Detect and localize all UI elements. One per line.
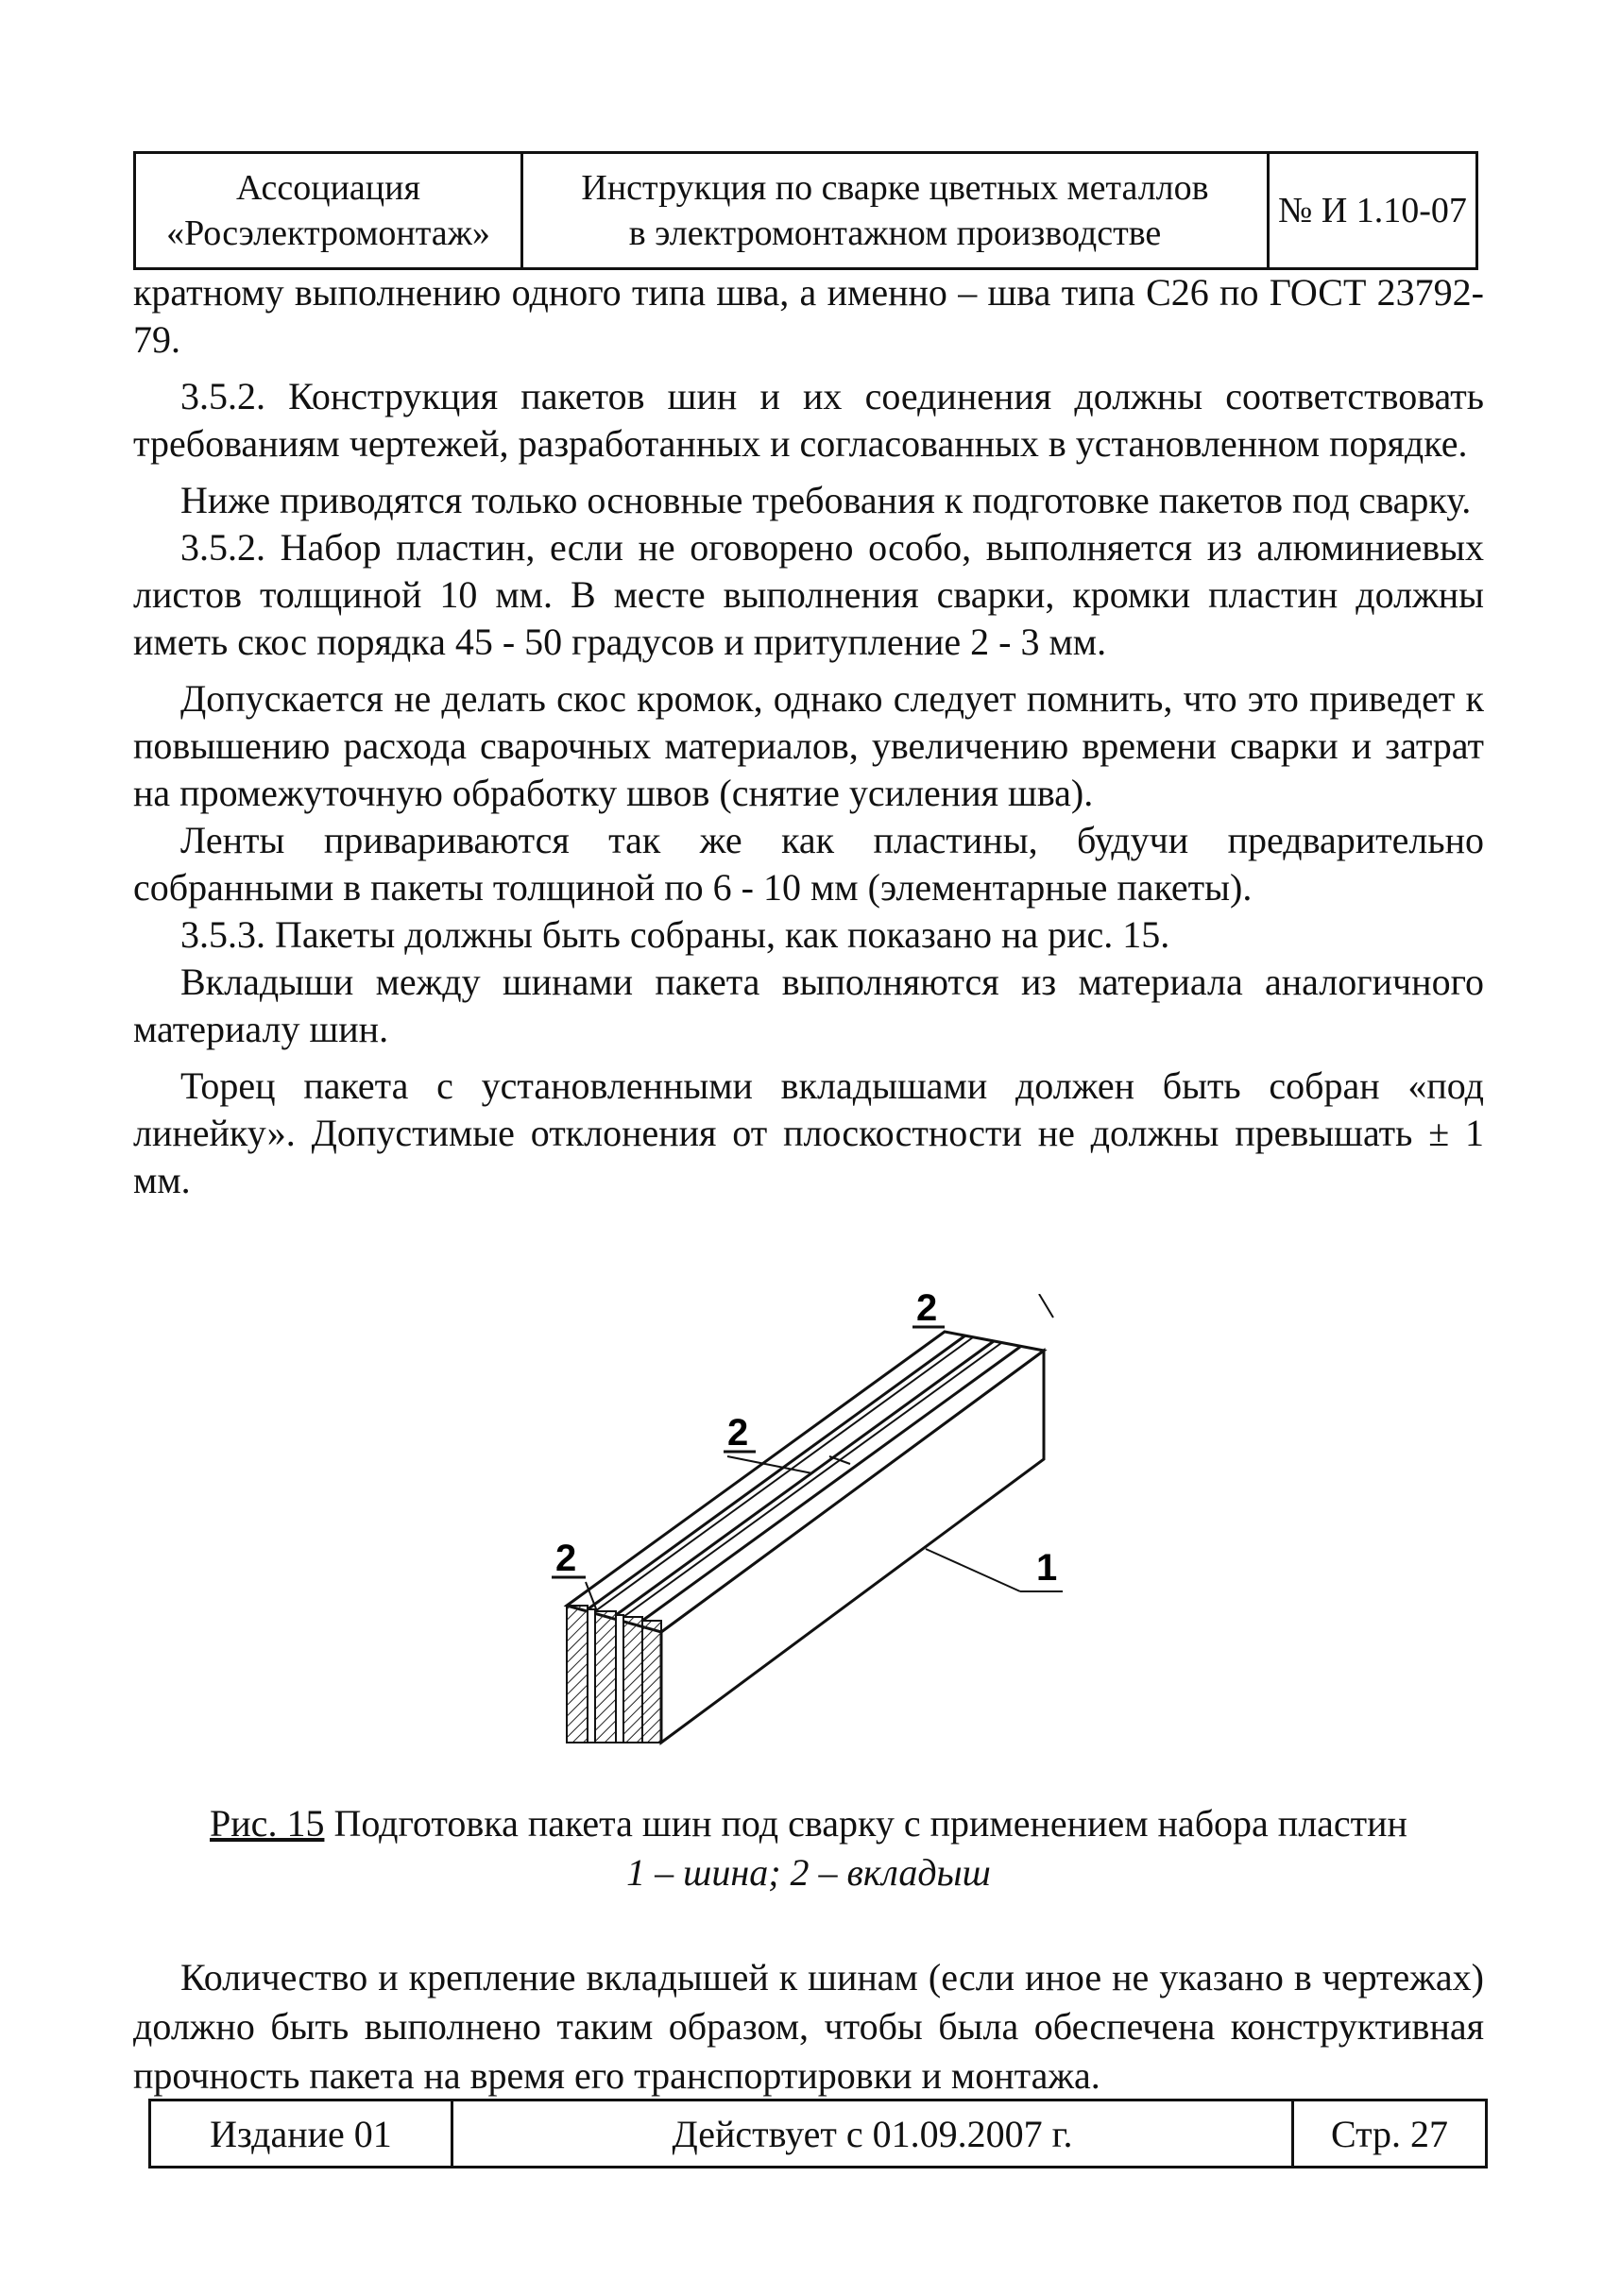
header-org-line1: Ассоциация xyxy=(236,168,420,208)
plate-end xyxy=(642,1621,661,1743)
paragraph: Ниже приводятся только основные требования к подготовке пакетов под сварку. xyxy=(180,479,1472,521)
paragraph: Торец пакета с установленными вкладышами должен быть собран «под линейку». Допустимые отклонения от плоскостности не должны превышать ± 1 мм. xyxy=(133,1064,1484,1201)
callout-label: 2 xyxy=(727,1412,749,1454)
paragraph: Ленты привариваются так же как пластины, будучи предварительно собранными в пакеты толщиной по 6 - 10 мм (элементарные пакеты). xyxy=(133,819,1484,909)
document-footer xyxy=(148,2099,1488,2168)
header-org-line2: «Росэлектромонтаж» xyxy=(166,213,490,253)
leader-line xyxy=(926,1549,1020,1591)
plate-end xyxy=(595,1611,616,1743)
caption-legend: 1 – шина; 2 – вкладыш xyxy=(626,1851,991,1894)
callout-label: 1 xyxy=(1036,1547,1058,1589)
callout-label: 2 xyxy=(555,1538,577,1579)
header-title-line1: Инструкция по сварке цветных металлов xyxy=(581,168,1209,208)
footer-edition: Издание 01 xyxy=(151,2101,453,2166)
doc-number: № И 1.10-07 xyxy=(1278,191,1467,230)
figure-number: Рис. 15 xyxy=(210,1802,325,1845)
paragraph: Количество и крепление вкладышей к шинам (если иное не указано в чертежах) должно быть выполнено таким образом, чтобы была обеспечена конструктивная прочность пакета на время его транспортировки и монтажа. xyxy=(133,1956,1484,2097)
paragraph: 3.5.2. Конструкция пакетов шин и их соединения должны соответствовать требованиям чертежей, разработанных и согласованных в установленном порядке. xyxy=(133,375,1484,465)
caption-title xyxy=(133,1799,1484,1848)
body-text xyxy=(133,269,1484,1204)
paragraph: 3.5.3. Пакеты должны быть собраны, как показано на рис. 15. xyxy=(180,913,1170,956)
closing-text xyxy=(133,1953,1484,2100)
header-title-line2: в электромонтажном производстве xyxy=(628,213,1162,253)
insert-end xyxy=(588,1609,595,1743)
paragraph: кратному выполнению одного типа шва, а именно – шва типа С26 по ГОСТ 23792-79. xyxy=(133,271,1484,361)
header-organization xyxy=(136,154,523,267)
footer-effective-date: Действует с 01.09.2007 г. xyxy=(453,2101,1294,2166)
caption-text: Подготовка пакета шин под сварку с применением набора пластин xyxy=(324,1802,1407,1845)
document-header xyxy=(133,151,1478,270)
paragraph: Допускается не делать скос кромок, однако следует помнить, что это приведет к повышению расхода сварочных материалов, увеличению времени сварки и затрат на промежуточную обработку швов (снятие усиления шва). xyxy=(133,677,1484,814)
header-document-title xyxy=(523,154,1270,267)
paragraph: Вкладыши между шинами пакета выполняются из материала аналогичного материалу шин. xyxy=(133,961,1484,1050)
paragraph: 3.5.2. Набор пластин, если не оговорено особо, выполняется из алюминиевых листов толщиной 10 мм. В месте выполнения сварки, кромки пластин должны иметь скос порядка 45 - 50 градусов и притупление 2 - 3 мм. xyxy=(133,526,1484,663)
busbar-package-drawing xyxy=(529,1294,1096,1804)
callout-label: 2 xyxy=(916,1294,938,1329)
busbar-package-figure xyxy=(529,1294,1096,1804)
header-document-number xyxy=(1270,154,1475,267)
footer-page-number: Стр. 27 xyxy=(1330,2112,1449,2155)
plate-end xyxy=(623,1617,642,1743)
figure-caption xyxy=(133,1799,1484,1897)
plate-end xyxy=(567,1606,588,1743)
insert-end xyxy=(616,1615,623,1743)
leader-line xyxy=(1039,1294,1053,1318)
